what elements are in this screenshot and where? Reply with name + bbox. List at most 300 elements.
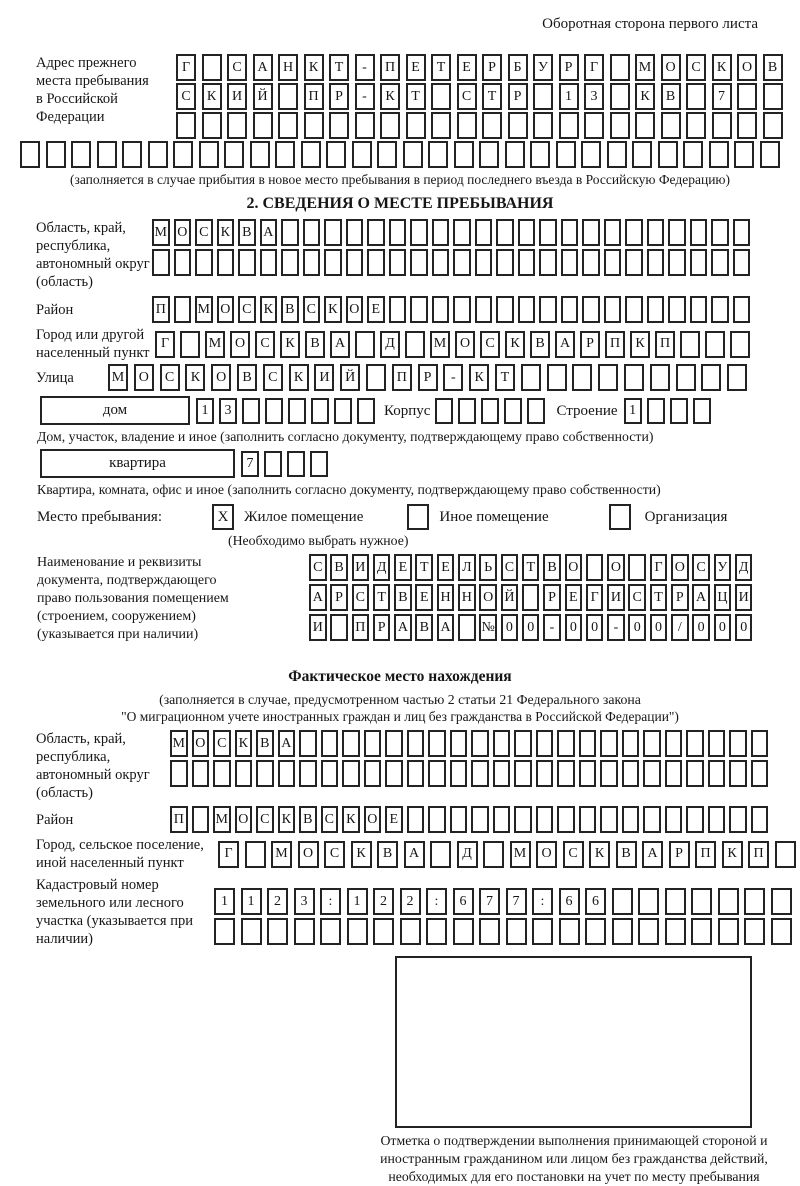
- document-row-1[interactable]: [309, 554, 752, 581]
- char-cell[interactable]: [624, 364, 644, 391]
- char-cell[interactable]: Д: [373, 554, 391, 581]
- char-cell[interactable]: [744, 888, 765, 915]
- char-cell[interactable]: [647, 249, 665, 276]
- char-cell[interactable]: И: [227, 83, 247, 110]
- char-cell[interactable]: П: [695, 841, 716, 868]
- char-cell[interactable]: [514, 730, 532, 757]
- char-cell[interactable]: [355, 112, 375, 139]
- char-cell[interactable]: 0: [714, 614, 732, 641]
- char-cell[interactable]: 1: [347, 888, 368, 915]
- char-cell[interactable]: [686, 760, 704, 787]
- char-cell[interactable]: [643, 760, 661, 787]
- char-cell[interactable]: [775, 841, 796, 868]
- char-cell[interactable]: В: [616, 841, 637, 868]
- char-cell[interactable]: Е: [367, 296, 385, 323]
- char-cell[interactable]: [432, 219, 450, 246]
- char-cell[interactable]: [539, 249, 557, 276]
- char-cell[interactable]: К: [380, 83, 400, 110]
- char-cell[interactable]: В: [661, 83, 681, 110]
- char-cell[interactable]: [556, 141, 576, 168]
- char-cell[interactable]: [625, 219, 643, 246]
- actual-district-row[interactable]: [170, 806, 768, 833]
- char-cell[interactable]: [432, 296, 450, 323]
- char-cell[interactable]: [389, 296, 407, 323]
- char-cell[interactable]: Ц: [714, 584, 732, 611]
- char-cell[interactable]: [530, 141, 550, 168]
- char-cell[interactable]: [665, 888, 686, 915]
- char-cell[interactable]: [729, 730, 747, 757]
- char-cell[interactable]: [97, 141, 117, 168]
- char-cell[interactable]: [471, 760, 489, 787]
- char-cell[interactable]: [557, 730, 575, 757]
- char-cell[interactable]: -: [443, 364, 463, 391]
- char-cell[interactable]: Й: [340, 364, 360, 391]
- char-cell[interactable]: [532, 918, 553, 945]
- char-cell[interactable]: [665, 806, 683, 833]
- char-cell[interactable]: 6: [585, 888, 606, 915]
- char-cell[interactable]: Т: [329, 54, 349, 81]
- char-cell[interactable]: [428, 141, 448, 168]
- char-cell[interactable]: [275, 141, 295, 168]
- char-cell[interactable]: Т: [406, 83, 426, 110]
- char-cell[interactable]: Т: [495, 364, 515, 391]
- char-cell[interactable]: [686, 112, 706, 139]
- char-cell[interactable]: [665, 730, 683, 757]
- char-cell[interactable]: -: [607, 614, 625, 641]
- char-cell[interactable]: К: [280, 331, 300, 358]
- char-cell[interactable]: [301, 141, 321, 168]
- char-cell[interactable]: В: [238, 219, 256, 246]
- char-cell[interactable]: [561, 249, 579, 276]
- char-cell[interactable]: [729, 760, 747, 787]
- char-cell[interactable]: [373, 918, 394, 945]
- house-number-row[interactable]: [196, 398, 375, 424]
- char-cell[interactable]: [557, 760, 575, 787]
- char-cell[interactable]: [676, 364, 696, 391]
- char-cell[interactable]: [632, 141, 652, 168]
- char-cell[interactable]: В: [281, 296, 299, 323]
- char-cell[interactable]: О: [134, 364, 154, 391]
- char-cell[interactable]: 1: [624, 398, 642, 424]
- char-cell[interactable]: [256, 760, 274, 787]
- document-row-2[interactable]: [309, 584, 752, 611]
- char-cell[interactable]: С: [501, 554, 519, 581]
- char-cell[interactable]: [264, 451, 282, 477]
- char-cell[interactable]: Е: [437, 554, 455, 581]
- char-cell[interactable]: А: [309, 584, 327, 611]
- char-cell[interactable]: В: [305, 331, 325, 358]
- actual-region-row-1[interactable]: [170, 730, 768, 757]
- char-cell[interactable]: [686, 730, 704, 757]
- char-cell[interactable]: [585, 918, 606, 945]
- char-cell[interactable]: Б: [508, 54, 528, 81]
- char-cell[interactable]: :: [532, 888, 553, 915]
- char-cell[interactable]: [600, 760, 618, 787]
- char-cell[interactable]: [647, 398, 665, 424]
- char-cell[interactable]: [518, 296, 536, 323]
- char-cell[interactable]: [288, 398, 306, 424]
- char-cell[interactable]: [661, 112, 681, 139]
- char-cell[interactable]: [536, 730, 554, 757]
- street-row[interactable]: [108, 364, 747, 391]
- char-cell[interactable]: [559, 112, 579, 139]
- char-cell[interactable]: [299, 730, 317, 757]
- char-cell[interactable]: [471, 730, 489, 757]
- char-cell[interactable]: [324, 219, 342, 246]
- char-cell[interactable]: [389, 249, 407, 276]
- char-cell[interactable]: [227, 112, 247, 139]
- char-cell[interactable]: К: [260, 296, 278, 323]
- char-cell[interactable]: [405, 331, 425, 358]
- char-cell[interactable]: [192, 760, 210, 787]
- char-cell[interactable]: Д: [380, 331, 400, 358]
- char-cell[interactable]: X: [212, 504, 234, 530]
- char-cell[interactable]: [281, 249, 299, 276]
- char-cell[interactable]: 7: [479, 888, 500, 915]
- char-cell[interactable]: [737, 112, 757, 139]
- char-cell[interactable]: [493, 730, 511, 757]
- char-cell[interactable]: [347, 918, 368, 945]
- char-cell[interactable]: [346, 219, 364, 246]
- char-cell[interactable]: Р: [559, 54, 579, 81]
- char-cell[interactable]: Е: [385, 806, 403, 833]
- char-cell[interactable]: [406, 112, 426, 139]
- document-row-3[interactable]: [309, 614, 752, 641]
- char-cell[interactable]: [733, 219, 751, 246]
- char-cell[interactable]: [496, 296, 514, 323]
- char-cell[interactable]: О: [455, 331, 475, 358]
- char-cell[interactable]: Р: [373, 614, 391, 641]
- char-cell[interactable]: -: [355, 83, 375, 110]
- char-cell[interactable]: [453, 296, 471, 323]
- char-cell[interactable]: У: [714, 554, 732, 581]
- char-cell[interactable]: И: [352, 554, 370, 581]
- char-cell[interactable]: [192, 806, 210, 833]
- char-cell[interactable]: [557, 806, 575, 833]
- char-cell[interactable]: С: [686, 54, 706, 81]
- char-cell[interactable]: [668, 219, 686, 246]
- char-cell[interactable]: М: [213, 806, 231, 833]
- char-cell[interactable]: [20, 141, 40, 168]
- char-cell[interactable]: [435, 398, 453, 424]
- char-cell[interactable]: [744, 918, 765, 945]
- char-cell[interactable]: К: [589, 841, 610, 868]
- char-cell[interactable]: [450, 806, 468, 833]
- char-cell[interactable]: О: [671, 554, 689, 581]
- char-cell[interactable]: [428, 760, 446, 787]
- char-cell[interactable]: [635, 112, 655, 139]
- char-cell[interactable]: [572, 364, 592, 391]
- char-cell[interactable]: [718, 888, 739, 915]
- char-cell[interactable]: [475, 296, 493, 323]
- char-cell[interactable]: 0: [501, 614, 519, 641]
- char-cell[interactable]: [600, 730, 618, 757]
- char-cell[interactable]: [547, 364, 567, 391]
- char-cell[interactable]: В: [543, 554, 561, 581]
- char-cell[interactable]: С: [628, 584, 646, 611]
- char-cell[interactable]: Е: [565, 584, 583, 611]
- char-cell[interactable]: С: [563, 841, 584, 868]
- char-cell[interactable]: К: [630, 331, 650, 358]
- char-cell[interactable]: [665, 760, 683, 787]
- char-cell[interactable]: [539, 296, 557, 323]
- char-cell[interactable]: [582, 219, 600, 246]
- char-cell[interactable]: Т: [373, 584, 391, 611]
- char-cell[interactable]: [355, 331, 375, 358]
- char-cell[interactable]: [711, 296, 729, 323]
- char-cell[interactable]: О: [364, 806, 382, 833]
- char-cell[interactable]: [241, 918, 262, 945]
- char-cell[interactable]: [612, 918, 633, 945]
- char-cell[interactable]: [242, 398, 260, 424]
- char-cell[interactable]: [403, 141, 423, 168]
- char-cell[interactable]: К: [278, 806, 296, 833]
- char-cell[interactable]: [711, 249, 729, 276]
- char-cell[interactable]: [705, 331, 725, 358]
- char-cell[interactable]: [364, 760, 382, 787]
- char-cell[interactable]: [600, 806, 618, 833]
- char-cell[interactable]: 7: [241, 451, 259, 477]
- char-cell[interactable]: [213, 760, 231, 787]
- char-cell[interactable]: С: [263, 364, 283, 391]
- char-cell[interactable]: [202, 112, 222, 139]
- char-cell[interactable]: [410, 249, 428, 276]
- city-row[interactable]: [155, 331, 750, 358]
- char-cell[interactable]: [533, 83, 553, 110]
- char-cell[interactable]: П: [655, 331, 675, 358]
- char-cell[interactable]: [668, 249, 686, 276]
- char-cell[interactable]: 2: [400, 888, 421, 915]
- char-cell[interactable]: [505, 141, 525, 168]
- char-cell[interactable]: [647, 219, 665, 246]
- char-cell[interactable]: [202, 54, 222, 81]
- char-cell[interactable]: Е: [406, 54, 426, 81]
- char-cell[interactable]: Р: [671, 584, 689, 611]
- char-cell[interactable]: :: [320, 888, 341, 915]
- char-cell[interactable]: И: [607, 584, 625, 611]
- char-cell[interactable]: Т: [650, 584, 668, 611]
- char-cell[interactable]: [536, 806, 554, 833]
- char-cell[interactable]: [321, 760, 339, 787]
- house-type-box[interactable]: дом: [40, 396, 190, 425]
- char-cell[interactable]: О: [298, 841, 319, 868]
- char-cell[interactable]: [727, 364, 747, 391]
- char-cell[interactable]: С: [457, 83, 477, 110]
- char-cell[interactable]: [320, 918, 341, 945]
- char-cell[interactable]: [265, 398, 283, 424]
- char-cell[interactable]: [432, 249, 450, 276]
- char-cell[interactable]: [389, 219, 407, 246]
- region-row-2[interactable]: [152, 249, 750, 276]
- char-cell[interactable]: [479, 141, 499, 168]
- char-cell[interactable]: О: [607, 554, 625, 581]
- char-cell[interactable]: [458, 614, 476, 641]
- char-cell[interactable]: [763, 112, 783, 139]
- char-cell[interactable]: Н: [458, 584, 476, 611]
- char-cell[interactable]: [450, 730, 468, 757]
- char-cell[interactable]: [294, 918, 315, 945]
- char-cell[interactable]: [514, 760, 532, 787]
- char-cell[interactable]: А: [404, 841, 425, 868]
- korpus-row[interactable]: [435, 398, 545, 424]
- char-cell[interactable]: [610, 83, 630, 110]
- char-cell[interactable]: К: [469, 364, 489, 391]
- char-cell[interactable]: [691, 888, 712, 915]
- char-cell[interactable]: О: [346, 296, 364, 323]
- char-cell[interactable]: Г: [176, 54, 196, 81]
- char-cell[interactable]: [712, 112, 732, 139]
- char-cell[interactable]: Г: [586, 584, 604, 611]
- char-cell[interactable]: О: [565, 554, 583, 581]
- char-cell[interactable]: [729, 806, 747, 833]
- char-cell[interactable]: П: [748, 841, 769, 868]
- char-cell[interactable]: [458, 398, 476, 424]
- char-cell[interactable]: [561, 219, 579, 246]
- char-cell[interactable]: [760, 141, 780, 168]
- char-cell[interactable]: [496, 249, 514, 276]
- apartment-number-row[interactable]: [241, 451, 328, 477]
- char-cell[interactable]: [709, 141, 729, 168]
- char-cell[interactable]: О: [235, 806, 253, 833]
- char-cell[interactable]: Р: [580, 331, 600, 358]
- char-cell[interactable]: [734, 141, 754, 168]
- char-cell[interactable]: [521, 364, 541, 391]
- char-cell[interactable]: С: [176, 83, 196, 110]
- char-cell[interactable]: В: [237, 364, 257, 391]
- char-cell[interactable]: [638, 918, 659, 945]
- char-cell[interactable]: 0: [692, 614, 710, 641]
- char-cell[interactable]: [536, 760, 554, 787]
- apartment-type-box[interactable]: квартира: [40, 449, 235, 478]
- char-cell[interactable]: [771, 918, 792, 945]
- char-cell[interactable]: П: [380, 54, 400, 81]
- char-cell[interactable]: [385, 760, 403, 787]
- char-cell[interactable]: [751, 760, 769, 787]
- char-cell[interactable]: К: [217, 219, 235, 246]
- char-cell[interactable]: В: [530, 331, 550, 358]
- char-cell[interactable]: 7: [506, 888, 527, 915]
- char-cell[interactable]: К: [202, 83, 222, 110]
- char-cell[interactable]: [46, 141, 66, 168]
- char-cell[interactable]: [253, 112, 273, 139]
- char-cell[interactable]: О: [211, 364, 231, 391]
- char-cell[interactable]: -: [543, 614, 561, 641]
- char-cell[interactable]: [430, 841, 451, 868]
- char-cell[interactable]: К: [289, 364, 309, 391]
- char-cell[interactable]: [431, 112, 451, 139]
- char-cell[interactable]: [352, 141, 372, 168]
- char-cell[interactable]: [431, 83, 451, 110]
- char-cell[interactable]: -: [355, 54, 375, 81]
- char-cell[interactable]: [622, 806, 640, 833]
- char-cell[interactable]: В: [415, 614, 433, 641]
- char-cell[interactable]: С: [255, 331, 275, 358]
- char-cell[interactable]: [426, 918, 447, 945]
- char-cell[interactable]: [260, 249, 278, 276]
- char-cell[interactable]: [367, 249, 385, 276]
- char-cell[interactable]: Н: [437, 584, 455, 611]
- char-cell[interactable]: [303, 249, 321, 276]
- char-cell[interactable]: [173, 141, 193, 168]
- char-cell[interactable]: К: [712, 54, 732, 81]
- char-cell[interactable]: С: [309, 554, 327, 581]
- char-cell[interactable]: Г: [584, 54, 604, 81]
- char-cell[interactable]: [691, 918, 712, 945]
- char-cell[interactable]: С: [160, 364, 180, 391]
- char-cell[interactable]: [224, 141, 244, 168]
- char-cell[interactable]: [508, 112, 528, 139]
- char-cell[interactable]: [650, 364, 670, 391]
- char-cell[interactable]: О: [737, 54, 757, 81]
- char-cell[interactable]: В: [330, 554, 348, 581]
- char-cell[interactable]: С: [256, 806, 274, 833]
- char-cell[interactable]: [708, 806, 726, 833]
- actual-city-row[interactable]: [218, 841, 796, 868]
- char-cell[interactable]: [329, 112, 349, 139]
- char-cell[interactable]: [385, 730, 403, 757]
- char-cell[interactable]: [518, 219, 536, 246]
- char-cell[interactable]: [174, 296, 192, 323]
- char-cell[interactable]: [199, 141, 219, 168]
- char-cell[interactable]: К: [235, 730, 253, 757]
- char-cell[interactable]: Р: [418, 364, 438, 391]
- char-cell[interactable]: [628, 554, 646, 581]
- char-cell[interactable]: [643, 806, 661, 833]
- char-cell[interactable]: [400, 918, 421, 945]
- char-cell[interactable]: [561, 296, 579, 323]
- char-cell[interactable]: [612, 888, 633, 915]
- char-cell[interactable]: 0: [522, 614, 540, 641]
- char-cell[interactable]: Т: [522, 554, 540, 581]
- char-cell[interactable]: [245, 841, 266, 868]
- char-cell[interactable]: М: [195, 296, 213, 323]
- char-cell[interactable]: П: [304, 83, 324, 110]
- char-cell[interactable]: [281, 219, 299, 246]
- char-cell[interactable]: И: [314, 364, 334, 391]
- char-cell[interactable]: [475, 219, 493, 246]
- char-cell[interactable]: [326, 141, 346, 168]
- char-cell[interactable]: [622, 760, 640, 787]
- char-cell[interactable]: [607, 141, 627, 168]
- char-cell[interactable]: [638, 888, 659, 915]
- char-cell[interactable]: Й: [501, 584, 519, 611]
- char-cell[interactable]: С: [324, 841, 345, 868]
- char-cell[interactable]: [701, 364, 721, 391]
- char-cell[interactable]: Ь: [479, 554, 497, 581]
- char-cell[interactable]: [152, 249, 170, 276]
- char-cell[interactable]: В: [763, 54, 783, 81]
- char-cell[interactable]: [680, 331, 700, 358]
- char-cell[interactable]: [407, 730, 425, 757]
- char-cell[interactable]: Н: [278, 54, 298, 81]
- char-cell[interactable]: [579, 760, 597, 787]
- char-cell[interactable]: Р: [329, 83, 349, 110]
- char-cell[interactable]: Е: [415, 584, 433, 611]
- char-cell[interactable]: О: [174, 219, 192, 246]
- char-cell[interactable]: [643, 730, 661, 757]
- char-cell[interactable]: [514, 806, 532, 833]
- char-cell[interactable]: [303, 219, 321, 246]
- char-cell[interactable]: [609, 504, 631, 530]
- char-cell[interactable]: [278, 112, 298, 139]
- prev-address-row-3[interactable]: [176, 112, 783, 139]
- char-cell[interactable]: [471, 806, 489, 833]
- stay-option-organization-checkbox[interactable]: [609, 504, 631, 530]
- char-cell[interactable]: [708, 760, 726, 787]
- char-cell[interactable]: [527, 398, 545, 424]
- char-cell[interactable]: Т: [415, 554, 433, 581]
- char-cell[interactable]: 1: [559, 83, 579, 110]
